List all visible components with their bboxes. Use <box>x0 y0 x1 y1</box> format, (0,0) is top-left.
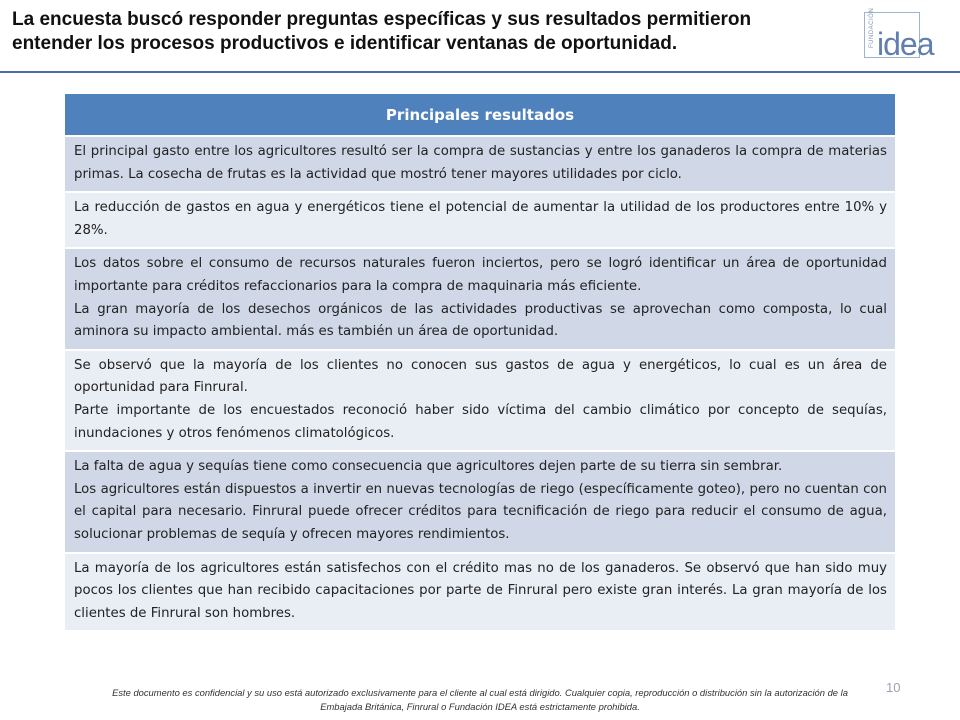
logo-word: idea <box>877 26 934 62</box>
results-table-header: Principales resultados <box>65 94 895 135</box>
fundacion-idea-logo <box>864 7 944 62</box>
results-row-1 <box>65 135 895 191</box>
results-row-paragraph: La falta de agua y sequías tiene como consecuencia que agricultores dejen parte de su tierra sin sembrar. <box>74 459 783 475</box>
logo-fundacion-text: FUNDACIÓN <box>869 7 875 48</box>
results-row-paragraph: Se observó que la mayoría de los clientes no conocen sus gastos de agua y energéticos, lo cual es un área de oportunidad para Finrural. <box>74 357 887 396</box>
results-row-paragraph: La reducción de gastos en agua y energéticos tiene el potencial de aumentar la utilidad de los productores entre 10% y 28%. <box>74 200 887 238</box>
title-divider <box>0 71 960 73</box>
results-row-3 <box>65 247 895 348</box>
slide-title: La encuesta buscó responder preguntas específicas y sus resultados permitieron entender los procesos productivos e identificar ventanas de oportunidad. <box>12 9 752 54</box>
results-row-5 <box>65 450 895 551</box>
results-row-paragraph: Parte importante de los encuestados reconoció haber sido víctima del cambio climático por concepto de sequías, inundaciones y otros fenómenos climatológicos. <box>74 402 887 441</box>
results-row-paragraph: La gran mayoría de los desechos orgánicos de las actividades productivas se aprovechan como composta, lo cual aminora su impacto ambiental. más es también un área de oportunidad. <box>74 301 887 340</box>
results-row-6 <box>65 552 895 631</box>
results-row-2 <box>65 191 895 247</box>
results-row-paragraph: La mayoría de los agricultores están satisfechos con el crédito mas no de los ganaderos. Se observó que han sido muy pocos los clientes que han recibido capacitaciones por parte de Finrural pero existe gran interés. La gran mayoría de los clientes de Finrural son hombres. <box>74 560 887 621</box>
results-row-paragraph: Los datos sobre el consumo de recursos naturales fueron inciertos, pero se logró identificar un área de oportunidad importante para créditos refaccionarios para la compra de maquinaria más eficiente. <box>74 256 887 294</box>
results-table <box>65 94 895 630</box>
results-row-4 <box>65 349 895 450</box>
confidentiality-footer: Este documento es confidencial y su uso está autorizado exclusivamente para el cliente al cual está dirigido. Cualquier copia, reproducción o distribución sin la autorización de la Embajada Británica, Finrural o Fundación IDEA está estrictamente prohibida. <box>112 687 848 712</box>
results-row-paragraph: El principal gasto entre los agricultores resultó ser la compra de sustancias y entre los ganaderos la compra de materias primas. La cosecha de frutas es la actividad que mostró tener mayores utilidades por ciclo. <box>74 144 887 182</box>
page-number: 10 <box>886 680 901 695</box>
results-row-paragraph: Los agricultores están dispuestos a invertir en nuevas tecnologías de riego (específicamente goteo), pero no cuentan con el capital para necesario. Finrural puede ofrecer créditos para tecnificación de riego para reducir el consumo de agua, solucionar problemas de sequía y ofrecen mayores rendimientos. <box>74 481 887 542</box>
